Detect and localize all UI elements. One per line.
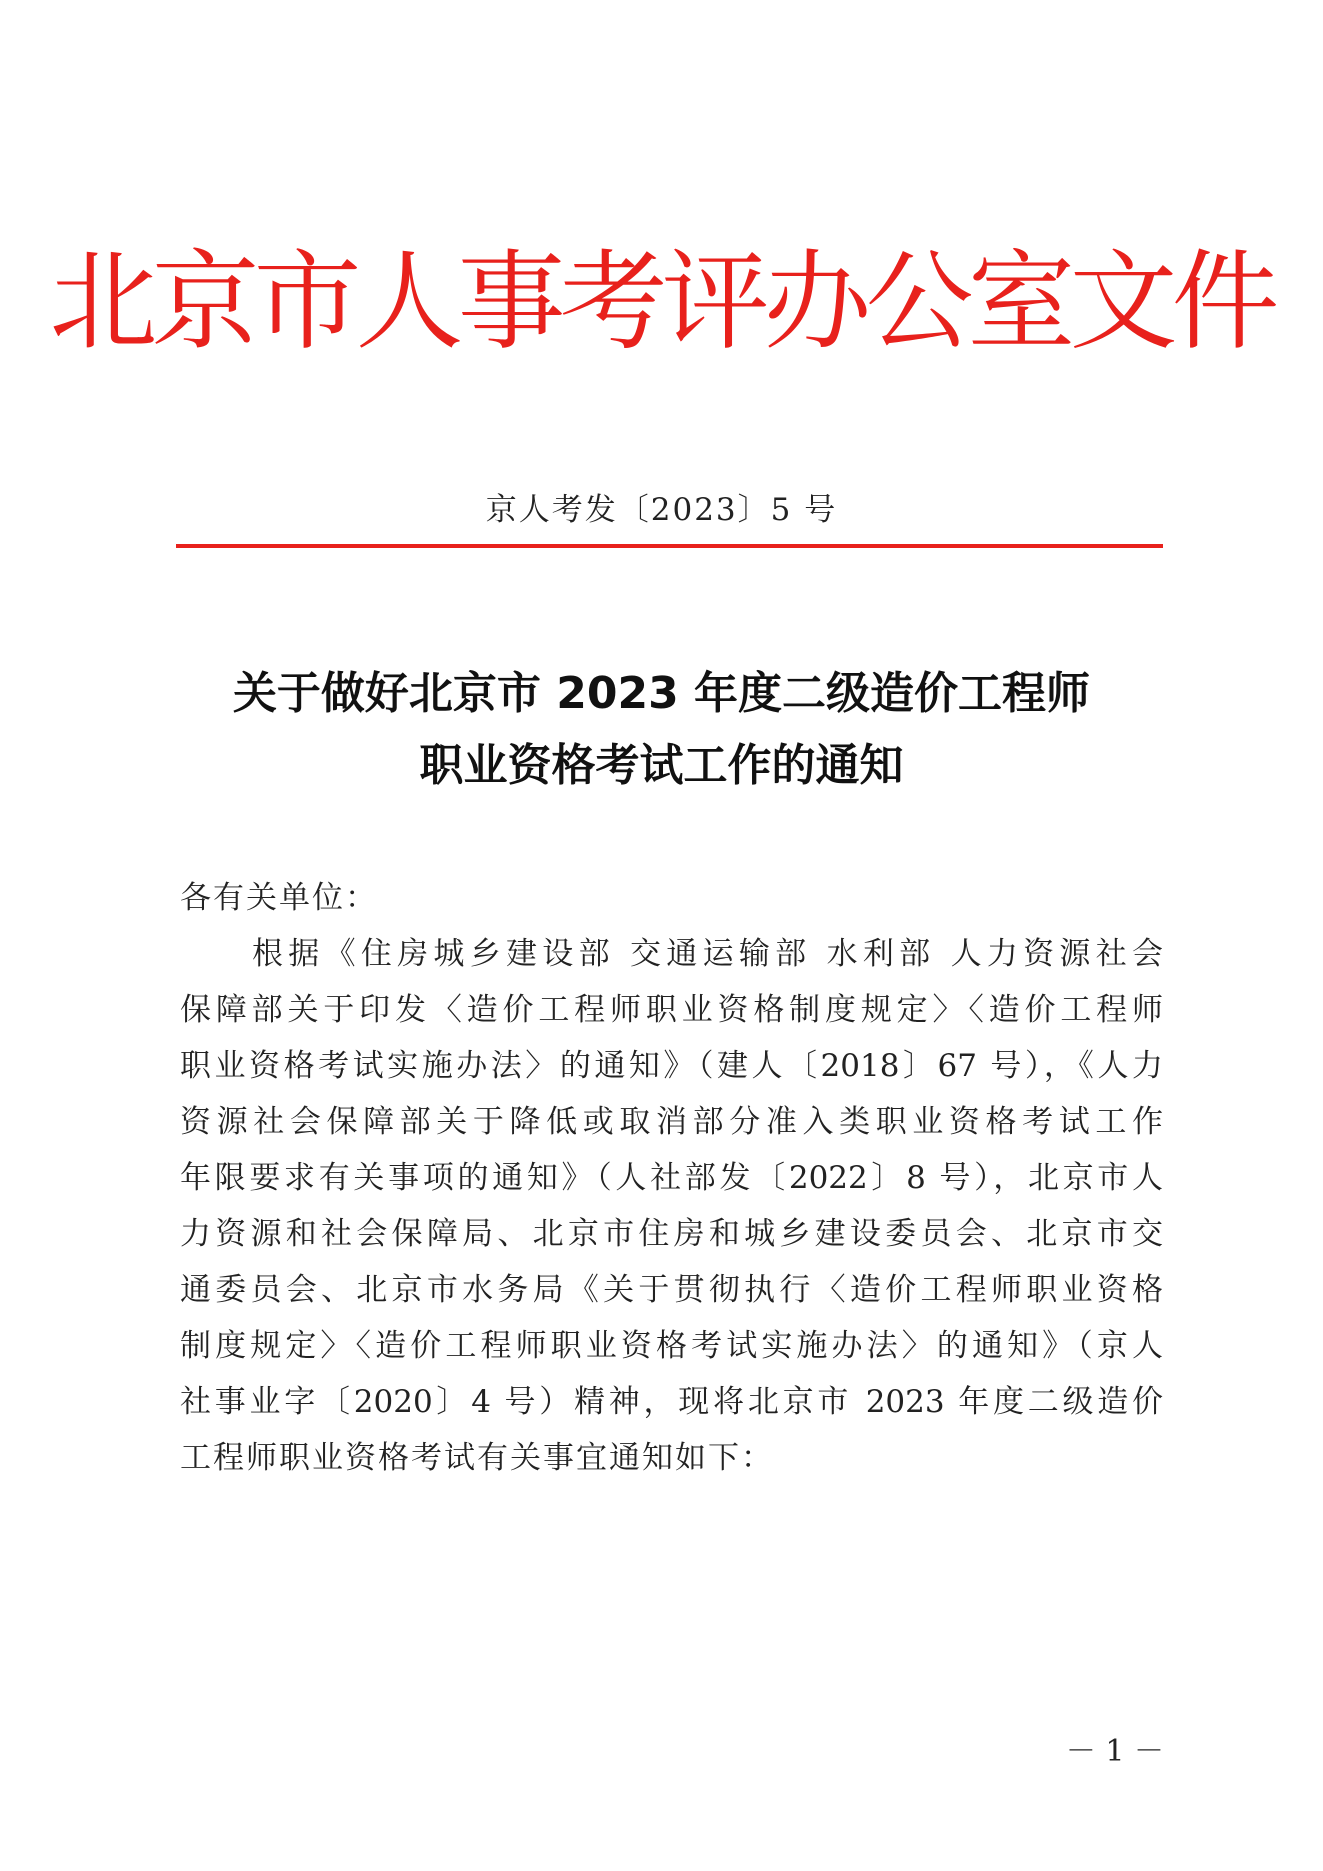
body-line: 制度规定〉〈造价工程师职业资格考试实施办法〉的通知》（京人	[180, 1328, 1163, 1364]
body-line: 根据《住房城乡建设部 交通运输部 水利部 人力资源社会	[252, 936, 1163, 972]
body-line: 社事业字〔2020〕4 号）精神，现将北京市 2023 年度二级造价	[180, 1384, 1163, 1420]
red-divider-line	[176, 544, 1163, 548]
body-line: 通委员会、北京市水务局《关于贯彻执行〈造价工程师职业资格	[180, 1272, 1163, 1308]
body-line: 资源社会保障部关于降低或取消部分准入类职业资格考试工作	[180, 1104, 1163, 1140]
body-line: 保障部关于印发〈造价工程师职业资格制度规定〉〈造价工程师	[180, 992, 1163, 1028]
body-line: 年限要求有关事项的通知》（人社部发〔2022〕8 号），北京市人	[180, 1160, 1163, 1196]
notice-title-line-1: 关于做好北京市 2023 年度二级造价工程师	[232, 668, 1091, 719]
issuing-organization-title: 北京市人事考评办公室文件	[49, 240, 1274, 365]
body-line: 工程师职业资格考试有关事宜通知如下：	[180, 1440, 774, 1476]
body-line: 力资源和社会保障局、北京市住房和城乡建设委员会、北京市交	[180, 1216, 1163, 1252]
body-line: 职业资格考试实施办法〉的通知》（建人〔2018〕67 号），《人力	[180, 1048, 1163, 1084]
notice-title-line-2: 职业资格考试工作的通知	[419, 740, 904, 791]
document-number: 京人考发〔2023〕5 号	[485, 492, 838, 528]
page-number: － 1 －	[1065, 1734, 1164, 1769]
addressee: 各有关单位：	[180, 880, 378, 916]
